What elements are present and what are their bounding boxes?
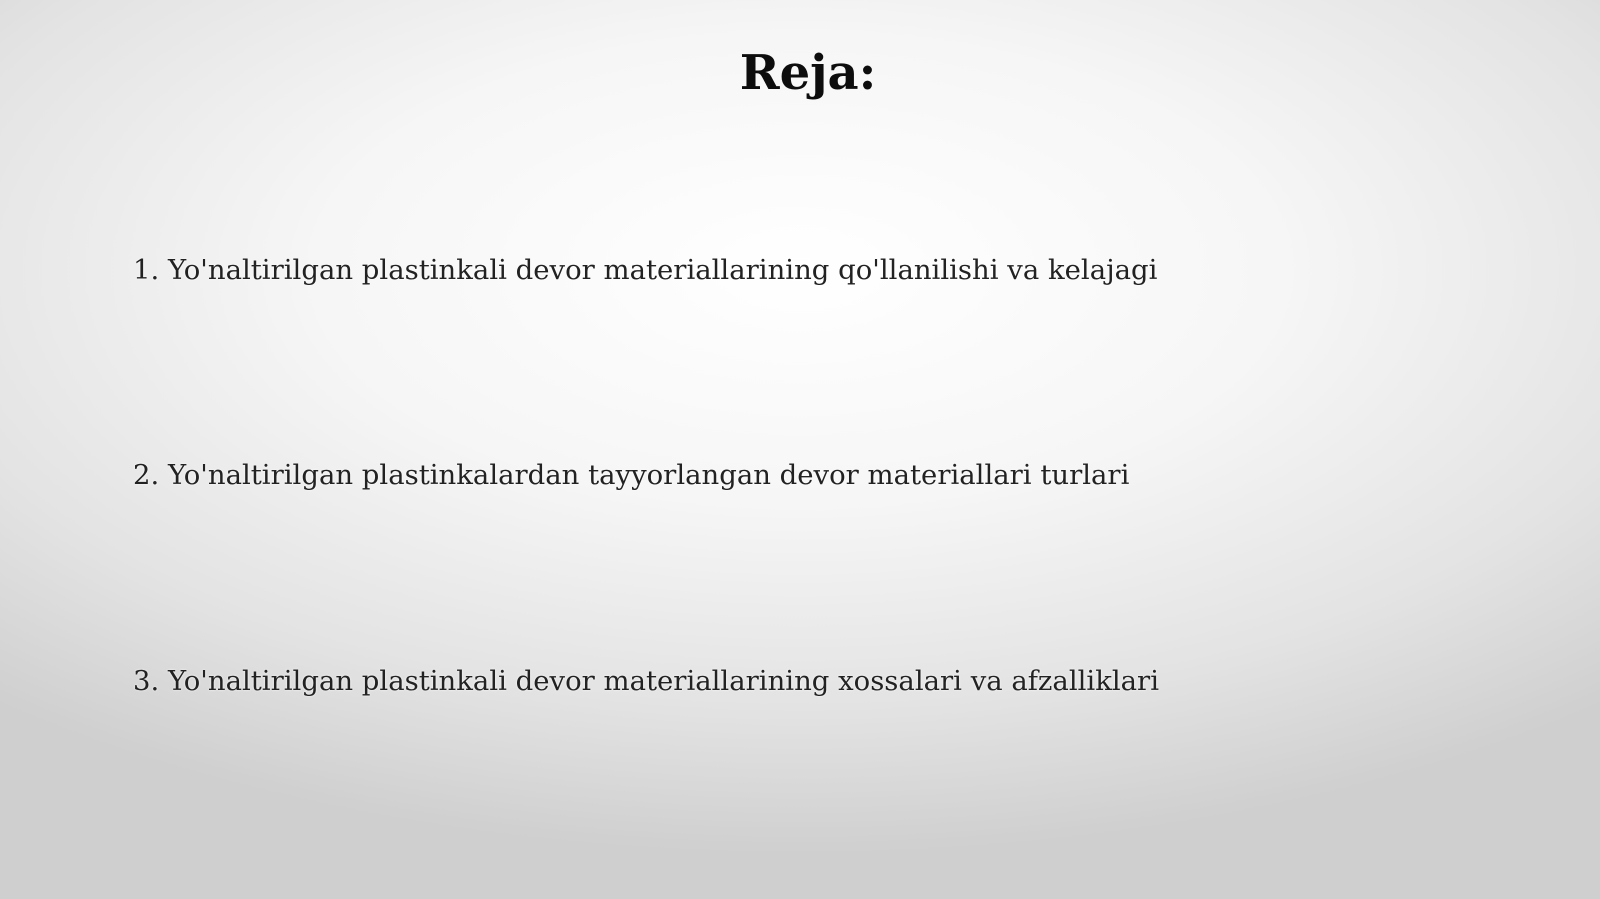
plan-item-2: 2. Yo'naltirilgan plastinkalardan tayyorlangan devor materiallari turlari bbox=[133, 459, 1130, 491]
plan-item-1: 1. Yo'naltirilgan plastinkali devor materiallarining qo'llanilishi va kelajagi bbox=[133, 254, 1158, 286]
slide-title: Reja: bbox=[739, 45, 877, 101]
plan-item-3: 3. Yo'naltirilgan plastinkali devor materiallarining xossalari va afzalliklari bbox=[133, 665, 1159, 697]
